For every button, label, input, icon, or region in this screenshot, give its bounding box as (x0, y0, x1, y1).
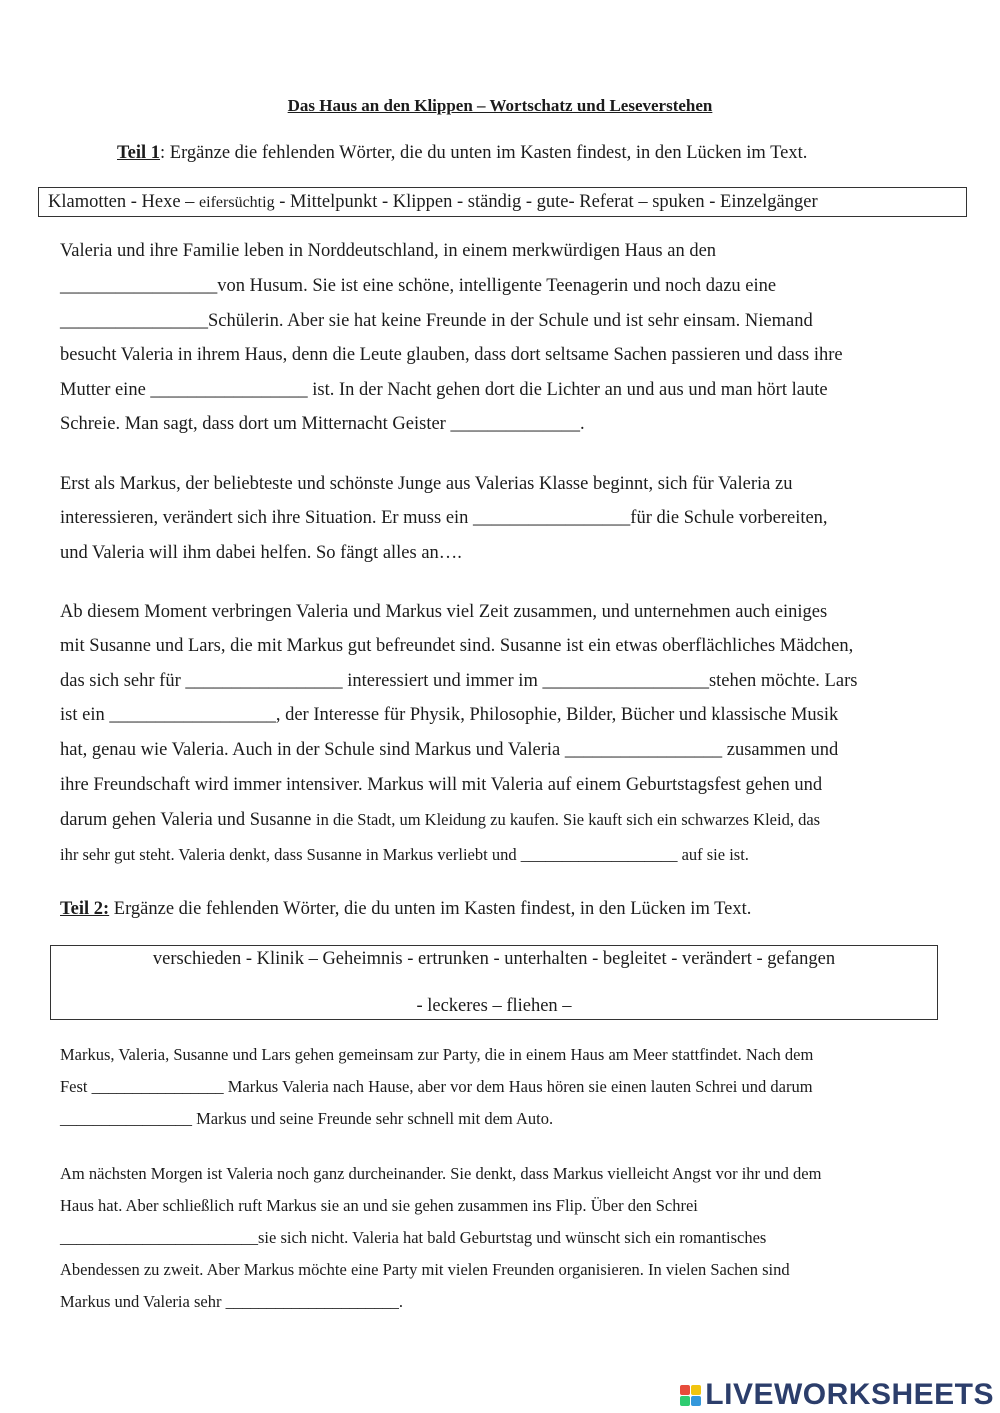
text-line: ________________Schülerin. Aber sie hat keine Freunde in der Schule und ist sehr einsam. Niemand (60, 311, 813, 331)
text-line: ihre Freundschaft wird immer intensiver. Markus will mit Valeria auf einem Geburtstagsfest gehen und (60, 775, 823, 795)
word-box-1-part-c: - Mittelpunkt - Klippen - ständig - gute- Referat – spuken - Einzelgänger (274, 192, 818, 212)
text-line: und Valeria will ihm dabei helfen. So fängt alles an…. (60, 543, 462, 563)
text-line: Ab diesem Moment verbringen Valeria und Markus viel Zeit zusammen, und unternehmen auch einiges (60, 602, 828, 622)
word-box-2 (50, 945, 938, 1020)
text-line: ________________________sie sich nicht. Valeria hat bald Geburtstag und wünscht sich ein romantisches (60, 1228, 767, 1247)
word-box-2-line1: verschieden - Klinik – Geheimnis - ertrunken - unterhalten - begleitet - verändert - gefangen (152, 949, 836, 969)
text-line: Fest ________________ Markus Valeria nach Hause, aber vor dem Haus hören sie einen lauten Schrei und darum (60, 1077, 813, 1096)
text-line: besucht Valeria in ihrem Haus, denn die Leute glauben, dass dort seltsame Sachen passieren und dass ihre (60, 345, 843, 365)
liveworksheets-logo (680, 1378, 994, 1412)
teil2-instruction-text: Ergänze die fehlenden Wörter, die du unten im Kasten findest, in den Lücken im Text. (109, 899, 752, 919)
text-line-mixed (60, 810, 820, 831)
teil2-label: Teil 2: (60, 899, 110, 919)
word-box-2-line2: - leckeres – fliehen – (416, 996, 572, 1016)
text-line: ________________ Markus und seine Freunde sehr schnell mit dem Auto. (60, 1109, 554, 1128)
text-line: Schreie. Man sagt, dass dort um Mitternacht Geister ______________. (60, 414, 585, 434)
text-line: das sich sehr für _________________ interessiert und immer im __________________stehen möchte. Lars (60, 671, 858, 691)
text-line: mit Susanne und Lars, die mit Markus gut befreundet sind. Susanne ist ein etwas oberflächliches Mädchen, (60, 636, 854, 656)
liveworksheets-wordmark: LIVEWORKSHEETS (705, 1378, 994, 1411)
text-line: Abendessen zu zweit. Aber Markus möchte eine Party mit vielen Freunden organisieren. In vielen Sachen sind (60, 1260, 790, 1279)
text-line: Mutter eine _________________ ist. In der Nacht gehen dort die Lichter an und aus und man hört laute (60, 380, 828, 400)
teil1-label: Teil 1 (117, 143, 161, 163)
text-line: _________________von Husum. Sie ist eine schöne, intelligente Teenagerin und noch dazu eine (60, 276, 777, 296)
text-line: ist ein __________________, der Interesse für Physik, Philosophie, Bilder, Bücher und klassische Musik (60, 705, 839, 725)
page-title: Das Haus an den Klippen – Wortschatz und Leseverstehen (287, 96, 713, 115)
text-line: Haus hat. Aber schließlich ruft Markus sie an und sie gehen zusammen ins Flip. Über den Schrei (60, 1196, 698, 1215)
text-line: Erst als Markus, der beliebteste und schönste Junge aus Valerias Klasse beginnt, sich für Valeria zu (60, 474, 793, 494)
text-segment: darum gehen Valeria und Susanne (60, 810, 317, 830)
liveworksheets-icon (680, 1385, 701, 1406)
text-line: interessieren, verändert sich ihre Situation. Er muss ein _________________für die Schule vorbereiten, (60, 508, 828, 528)
text-line: Valeria und ihre Familie leben in Norddeutschland, in einem merkwürdigen Haus an den (60, 241, 717, 261)
word-box-1-part-a: Klamotten - Hexe – (48, 192, 200, 212)
text-segment: in die Stadt, um Kleidung zu kaufen. Sie kauft sich ein schwarzes Kleid, das (316, 810, 821, 829)
teil2-instruction (60, 899, 751, 920)
text-line: ihr sehr gut steht. Valeria denkt, dass Susanne in Markus verliebt und ___________________ auf sie ist. (60, 845, 749, 864)
text-line: Markus und Valeria sehr _____________________. (60, 1292, 403, 1311)
text-line: Am nächsten Morgen ist Valeria noch ganz durcheinander. Sie denkt, dass Markus vielleicht Angst vor ihr und dem (60, 1164, 822, 1183)
text-line: hat, genau wie Valeria. Auch in der Schule sind Markus und Valeria _________________ zusammen und (60, 740, 839, 760)
teil1-instruction (117, 143, 807, 164)
text-line: Markus, Valeria, Susanne und Lars gehen gemeinsam zur Party, die in einem Haus am Meer stattfindet. Nach dem (60, 1045, 814, 1064)
word-box-1 (38, 187, 967, 217)
word-box-1-text (48, 192, 818, 213)
teil1-instruction-text: : Ergänze die fehlenden Wörter, die du unten im Kasten findest, in den Lücken im Text. (160, 143, 808, 163)
word-box-1-part-b: eifersüchtig (199, 194, 275, 211)
